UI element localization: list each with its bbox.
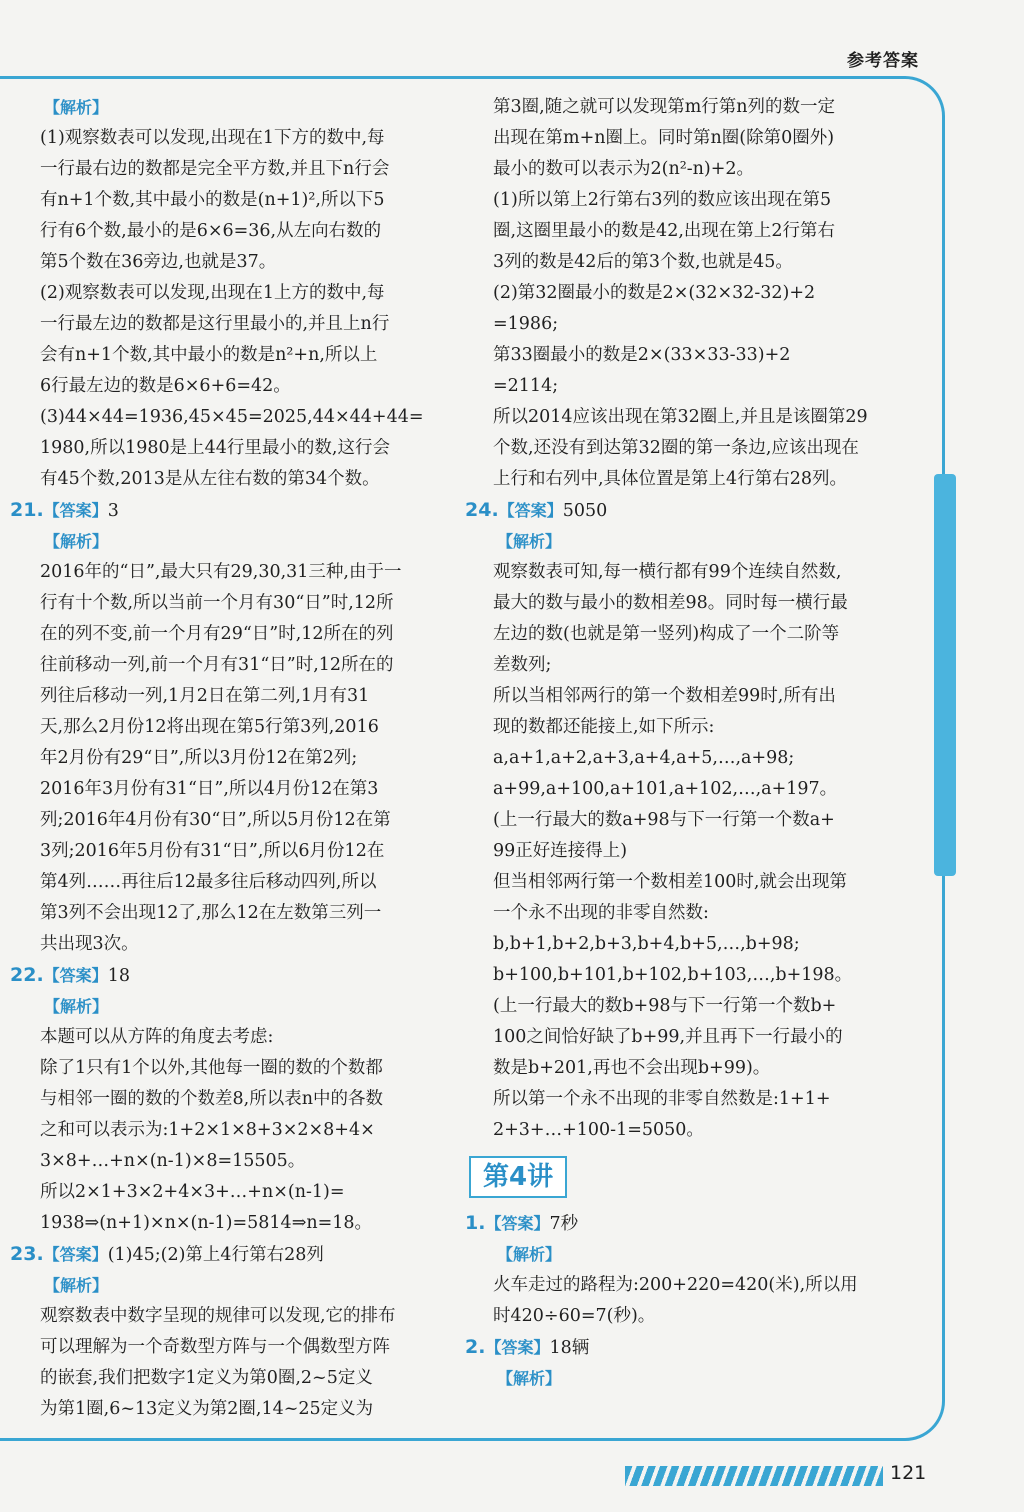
text-line: 2016年的“日”,最大只有29,30,31三种,由于一: [40, 562, 402, 582]
text-line: 一行最右边的数都是完全平方数,并且下n行会: [40, 159, 390, 179]
text-line: 之和可以表示为:1+2×1×8+3×2×8+4×: [40, 1120, 375, 1140]
left-column: [10, 92, 432, 1425]
answer-tag: 【答案】: [485, 1338, 550, 1357]
text-line: (上一行最大的数b+98与下一行第一个数b+: [493, 996, 837, 1016]
text-line: 本题可以从方阵的角度去考虑:: [40, 1027, 274, 1047]
text-line: 左边的数(也就是第一竖列)构成了一个二阶等: [493, 624, 840, 644]
text-line: (1)所以第上2行第右3列的数应该出现在第5: [493, 190, 832, 210]
answer-text: (1)45;(2)第上4行第右28列: [107, 1245, 324, 1265]
text-line: 与相邻一圈的数的个数差8,所以表n中的各数: [40, 1089, 383, 1109]
text-line: (1)观察数表可以发现,出现在1下方的数中,每: [40, 128, 385, 148]
text-line: 100之间恰好缺了b+99,并且再下一行最小的: [493, 1027, 843, 1047]
text-line: 6行最左边的数是6×6+6=42。: [40, 376, 291, 396]
text-line: 第3圈,随之就可以发现第m行第n列的数一定: [493, 97, 836, 117]
text-line: 行有十个数,所以当前一个月有30“日”时,12所: [40, 593, 394, 613]
question-number: 23.: [10, 1243, 44, 1265]
text-line: [465, 495, 885, 526]
answer-text: 18: [107, 966, 130, 986]
text-line: 可以理解为一个奇数型方阵与一个偶数型方阵: [40, 1337, 390, 1357]
question-number: 2.: [465, 1336, 486, 1358]
text-line: 有45个数,2013是从左往右数的第34个数。: [40, 469, 380, 489]
text-line: 观察数表中数字呈现的规律可以发现,它的排布: [40, 1306, 396, 1326]
lecture-title: 第4讲: [469, 1156, 567, 1198]
footer-stripes: [625, 1466, 883, 1486]
question-number: 22.: [10, 964, 44, 986]
text-line: 所以2014应该出现在第32圈上,并且是该圈第29: [493, 407, 868, 427]
answer-text: 7秒: [549, 1214, 579, 1234]
right-column-after: [465, 1208, 885, 1394]
text-line: =1986;: [493, 314, 559, 334]
text-line: 所以当相邻两行的第一个数相差99时,所有出: [493, 686, 836, 706]
analysis-tag: 【解析】: [497, 532, 562, 551]
text-line: [10, 495, 432, 526]
text-line: 有n+1个数,其中最小的数是(n+1)²,所以下5: [40, 190, 385, 210]
text-line: 火车走过的路程为:200+220=420(米),所以用: [493, 1275, 858, 1295]
answer-text: 3: [107, 501, 119, 521]
answer-tag: 【答案】: [43, 966, 108, 985]
question-number: 24.: [465, 499, 499, 521]
analysis-tag: 【解析】: [44, 98, 109, 117]
text-line: 2+3+…+100-1=5050。: [493, 1120, 704, 1140]
text-line: (上一行最大的数a+98与下一行第一个数a+: [493, 810, 835, 830]
text-line: 最小的数可以表示为2(n²-n)+2。: [493, 159, 755, 179]
text-line: 观察数表可知,每一横行都有99个连续自然数,: [493, 562, 842, 582]
text-line: =2114;: [493, 376, 559, 396]
text-line: 差数列;: [493, 655, 552, 675]
text-line: 但当相邻两行第一个数相差100时,就会出现第: [493, 872, 847, 892]
text-line: 第33圈最小的数是2×(33×33-33)+2: [493, 345, 791, 365]
text-line: 所以2×1+3×2+4×3+…+n×(n-1)=: [40, 1182, 345, 1202]
answer-text: 18辆: [549, 1338, 590, 1358]
text-line: 3列;2016年5月份有31“日”,所以6月份12在: [40, 841, 385, 861]
text-line: 时420÷60=7(秒)。: [493, 1306, 656, 1326]
text-line: b+100,b+101,b+102,b+103,…,b+198。: [493, 965, 853, 985]
text-line: 所以第一个永不出现的非零自然数是:1+1+: [493, 1089, 831, 1109]
text-line: 现的数都还能接上,如下所示:: [493, 717, 715, 737]
text-line: 天,那么2月份12将出现在第5行第3列,2016: [40, 717, 379, 737]
text-line: 在的列不变,前一个月有29“日”时,12所在的列: [40, 624, 394, 644]
text-line: 99正好连接得上): [493, 841, 628, 861]
text-line: 的嵌套,我们把数字1定义为第0圈,2~5定义: [40, 1368, 373, 1388]
analysis-tag: 【解析】: [497, 1245, 562, 1264]
text-line: 最大的数与最小的数相差98。同时每一横行最: [493, 593, 848, 613]
answer-tag: 【答案】: [485, 1214, 550, 1233]
text-line: 年2月份有29“日”,所以3月份12在第2列;: [40, 748, 358, 768]
text-line: (3)44×44=1936,45×45=2025,44×44+44=: [40, 407, 424, 427]
text-line: 一个永不出现的非零自然数:: [493, 903, 709, 923]
text-line: [465, 1208, 885, 1239]
text-line: 共出现3次。: [40, 934, 139, 954]
answer-tag: 【答案】: [498, 501, 563, 520]
text-line: 列;2016年4月份有30“日”,所以5月份12在第: [40, 810, 391, 830]
text-line: 3列的数是42后的第3个数,也就是45。: [493, 252, 793, 272]
text-line: 1980,所以1980是上44行里最小的数,这行会: [40, 438, 390, 458]
text-line: 数是b+201,再也不会出现b+99)。: [493, 1058, 771, 1078]
text-line: 第3列不会出现12了,那么12在左数第三列一: [40, 903, 382, 923]
text-line: 第5个数在36旁边,也就是37。: [40, 252, 277, 272]
text-line: (2)第32圈最小的数是2×(32×32-32)+2: [493, 283, 816, 303]
answer-text: 5050: [562, 501, 608, 521]
analysis-tag: 【解析】: [44, 532, 109, 551]
text-line: 上行和右列中,具体位置是第上4行第右28列。: [493, 469, 847, 489]
text-line: [10, 1239, 432, 1270]
right-column-main: [465, 92, 885, 1146]
question-number: 21.: [10, 499, 44, 521]
text-line: [10, 960, 432, 991]
text-line: 2016年3月份有31“日”,所以4月份12在第3: [40, 779, 379, 799]
analysis-tag: 【解析】: [44, 1276, 109, 1295]
text-line: 会有n+1个数,其中最小的数是n²+n,所以上: [40, 345, 378, 365]
text-line: (2)观察数表可以发现,出现在1上方的数中,每: [40, 283, 385, 303]
text-line: a+99,a+100,a+101,a+102,…,a+197。: [493, 779, 838, 799]
text-line: b,b+1,b+2,b+3,b+4,b+5,…,b+98;: [493, 934, 800, 954]
text-line: 圈,这圈里最小的数是42,出现在第上2行第右: [493, 221, 836, 241]
header-title: 参考答案: [847, 51, 919, 71]
text-line: [465, 1332, 885, 1363]
text-line: 一行最左边的数都是这行里最小的,并且上n行: [40, 314, 390, 334]
text-line: 列往后移动一列,1月2日在第二列,1月有31: [40, 686, 370, 706]
text-line: 1938⇒(n+1)×n×(n-1)=5814⇒n=18。: [40, 1213, 373, 1233]
text-line: 行有6个数,最小的是6×6=36,从左向右数的: [40, 221, 382, 241]
analysis-tag: 【解析】: [44, 997, 109, 1016]
text-line: 出现在第m+n圈上。同时第n圈(除第0圈外): [493, 128, 835, 148]
text-line: 个数,还没有到达第32圈的第一条边,应该出现在: [493, 438, 859, 458]
page-number: 121: [890, 1462, 927, 1484]
text-line: 第4列……再往后12最多往后移动四列,所以: [40, 872, 377, 892]
text-line: a,a+1,a+2,a+3,a+4,a+5,…,a+98;: [493, 748, 795, 768]
text-line: 3×8+…+n×(n-1)×8=15505。: [40, 1151, 306, 1171]
right-column: [465, 92, 885, 1394]
text-line: 往前移动一列,前一个月有31“日”时,12所在的: [40, 655, 394, 675]
answer-tag: 【答案】: [43, 501, 108, 520]
text-line: 除了1只有1个以外,其他每一圈的数的个数都: [40, 1058, 383, 1078]
question-number: 1.: [465, 1212, 486, 1234]
analysis-tag: 【解析】: [497, 1369, 562, 1388]
side-tab: [934, 474, 956, 876]
answer-tag: 【答案】: [43, 1245, 108, 1264]
text-line: 为第1圈,6~13定义为第2圈,14~25定义为: [40, 1399, 374, 1419]
